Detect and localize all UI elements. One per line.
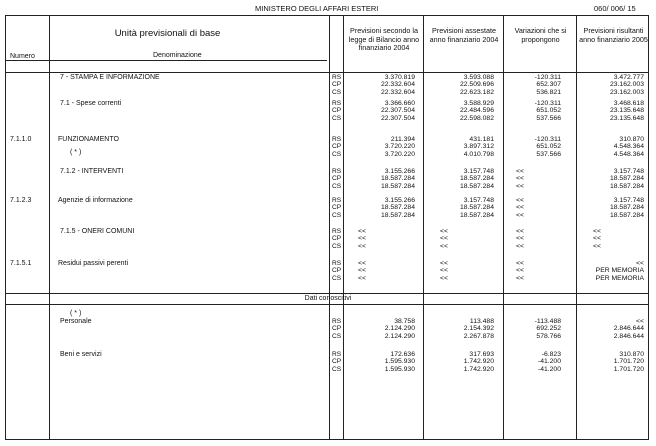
row-value-c2: 3.157.748 18.587.284 18.587.284: [459, 168, 494, 190]
row-value-c3: << << <<: [516, 228, 524, 250]
row-value-c1: 172.636 1.595.930 1.595.930: [384, 351, 415, 373]
budget-table: [5, 15, 649, 440]
grid-line: [6, 72, 648, 73]
row-value-c3: -120.311 651.052 537.566: [534, 100, 561, 122]
page-reference: 060/ 006/ 15: [594, 4, 636, 13]
row-denominazione: 7.1.2 - INTERVENTI: [60, 168, 124, 175]
row-value-c2: 317.693 1.742.920 1.742.920: [463, 351, 494, 373]
row-value-c3: << << <<: [516, 260, 524, 282]
ministry-title: MINISTERO DEGLI AFFARI ESTERI: [255, 4, 379, 13]
row-denominazione: Residui passivi perenti: [58, 260, 129, 267]
grid-line: [6, 293, 648, 294]
column-header-denominazione: Denominazione: [153, 52, 202, 59]
dati-conoscitivi-note: ( * ): [70, 310, 82, 317]
column-header-numero: Numero: [10, 53, 35, 60]
row-codes: RS CP CS: [332, 197, 342, 219]
row-value-c4: << 2.846.644 2.846.644: [613, 318, 644, 340]
row-value-c1: 3.155.266 18.587.284 18.587.284: [380, 168, 415, 190]
grid-line: [6, 304, 648, 305]
row-codes: RS CP CS: [332, 100, 342, 122]
row-value-c1: 3.155.266 18.587.284 18.587.284: [380, 197, 415, 219]
row-value-c3: -6.823 -41.200 -41.200: [537, 351, 561, 373]
row-denominazione: Personale: [60, 318, 92, 325]
row-value-c2: 431.181 3.897.312 4.010.798: [463, 136, 494, 158]
row-value-c4: 310.870 1.701.720 1.701.720: [613, 351, 644, 373]
row-denominazione: Beni e servizi: [60, 351, 102, 358]
dati-conoscitivi-title: Dati conoscitivi: [304, 295, 352, 302]
grid-line: [329, 16, 330, 439]
row-value-c1: 3.370.819 22.332.604 22.332.604: [380, 74, 415, 96]
row-numero: 7.1.1.0: [10, 136, 32, 143]
row-denominazione: 7.1 - Spese correnti: [60, 100, 122, 107]
row-value-c4: 3.157.748 18.587.284 18.587.284: [609, 197, 644, 219]
row-value-c2: 113.488 2.154.392 2.267.878: [463, 318, 494, 340]
row-value-c4: 3.157.748 18.587.284 18.587.284: [609, 168, 644, 190]
row-codes: RS CP CS: [332, 260, 342, 282]
row-value-c3: << << <<: [516, 168, 524, 190]
row-value-c4: 3.468.618 23.135.648 23.135.648: [609, 100, 644, 122]
row-denominazione: FUNZIONAMENTO: [58, 136, 119, 143]
row-value-c4: << << <<: [593, 228, 601, 250]
row-denominazione: 7.1.5 - ONERI COMUNI: [60, 228, 135, 235]
grid-line: [49, 16, 50, 439]
row-denominazione: 7 - STAMPA E INFORMAZIONE: [60, 74, 160, 81]
row-note: ( * ): [70, 149, 82, 156]
column-header-prev-risultanti: Previsioni risultanti anno finanziario 2005: [579, 26, 648, 44]
grid-line: [6, 60, 327, 61]
unit-title: Unità previsionali di base: [114, 28, 221, 39]
row-value-c4: 3.472.777 23.162.003 23.162.003: [609, 74, 644, 96]
row-value-c3: -120.311 651.052 537.566: [534, 136, 561, 158]
row-value-c2: << << <<: [440, 228, 448, 250]
column-header-prev-bilancio: Previsioni secondo la legge di Bilancio anno finanziario 2004: [348, 26, 420, 52]
row-value-c3: -113.488 692.252 578.766: [534, 318, 561, 340]
row-value-c2: 3.588.929 22.484.596 22.598.082: [459, 100, 494, 122]
row-value-c1: 38.758 2.124.290 2.124.290: [384, 318, 415, 340]
row-value-c2: 3.593.088 22.509.696 22.623.182: [459, 74, 494, 96]
row-value-c4: << PER MEMORIA PER MEMORIA: [595, 260, 644, 282]
row-value-c2: 3.157.748 18.587.284 18.587.284: [459, 197, 494, 219]
row-value-c1: << << <<: [358, 228, 366, 250]
row-value-c2: << << <<: [440, 260, 448, 282]
row-value-c4: 310.870 4.548.364 4.548.364: [613, 136, 644, 158]
column-header-prev-assestate: Previsioni assestate anno finanziario 2004: [429, 26, 499, 44]
row-value-c3: -120.311 652.307 536.821: [534, 74, 561, 96]
column-header-variazioni: Variazioni che si propongono: [514, 26, 567, 44]
row-codes: RS CP CS: [332, 74, 342, 96]
row-codes: RS CP CS: [332, 136, 342, 158]
row-value-c1: << << <<: [358, 260, 366, 282]
row-value-c1: 211.394 3.720.220 3.720.220: [384, 136, 415, 158]
row-codes: RS CP CS: [332, 168, 342, 190]
row-value-c1: 3.366.660 22.307.504 22.307.504: [380, 100, 415, 122]
grid-line: [343, 16, 344, 439]
row-codes: RS CP CS: [332, 228, 342, 250]
row-numero: 7.1.2.3: [10, 197, 32, 204]
row-denominazione: Agenzie di informazione: [58, 197, 133, 204]
row-value-c3: << << <<: [516, 197, 524, 219]
row-codes: RS CP CS: [332, 318, 342, 340]
row-numero: 7.1.5.1: [10, 260, 32, 267]
row-codes: RS CP CS: [332, 351, 342, 373]
